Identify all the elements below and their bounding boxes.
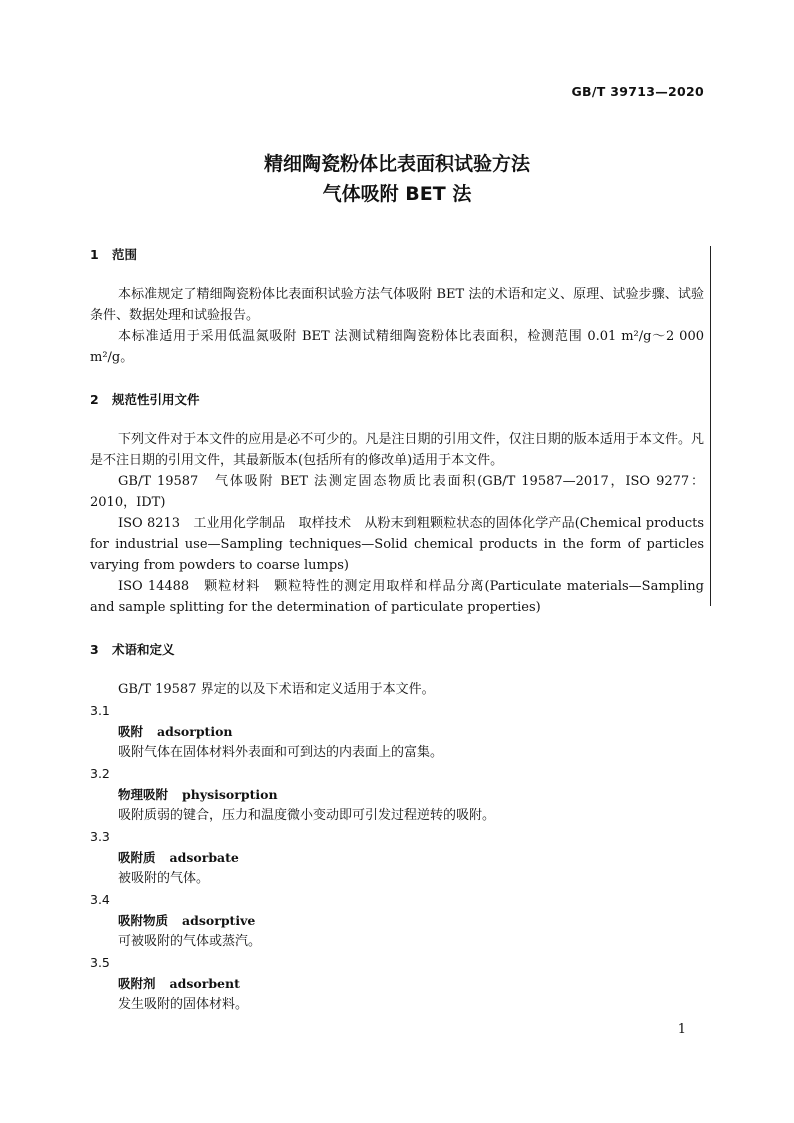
term-number: 3.2 [90,766,110,781]
term-number: 3.4 [90,892,110,907]
document-title: 精细陶瓷粉体比表面积试验方法 [263,153,530,175]
term-name [90,847,704,868]
section-number: 1 [90,247,99,262]
term-definition: 可被吸附的气体或蒸汽。 [118,934,262,949]
term-en: adsorption [157,724,233,739]
section-heading-terms [90,639,704,660]
term-en: physisorption [182,787,278,802]
section-number: 2 [90,392,99,407]
term-name [90,721,704,742]
term-definition: 发生吸附的固体材料。 [118,997,249,1012]
term-en: adsorbent [169,976,240,991]
term-number: 3.1 [90,703,110,718]
revision-margin-line [710,246,711,606]
term-zh: 吸附剂 [118,976,156,991]
section-heading-normative-references [90,389,704,410]
term-en: adsorbate [169,850,239,865]
reference-entry: ISO 14488 颗粒材料 颗粒特性的测定用取样和样品分离(Particulate materials—Sampling and sample splitting for the determination of particulate properties) [90,579,704,615]
term-zh: 吸附物质 [118,913,169,928]
term-en: adsorptive [182,913,256,928]
paragraph: 本标准规定了精细陶瓷粉体比表面积试验方法气体吸附 BET 法的术语和定义、原理、试验步骤、试验条件、数据处理和试验报告。 [90,287,704,323]
standard-code: GB/T 39713—2020 [571,84,704,99]
section-number: 3 [90,642,99,657]
paragraph: 下列文件对于本文件的应用是必不可少的。凡是注日期的引用文件，仅注日期的版本适用于本文件。凡是不注日期的引用文件，其最新版本(包括所有的修改单)适用于本文件。 [90,432,704,468]
term-zh: 吸附 [118,724,144,739]
page-number: 1 [677,1022,686,1037]
term-name [90,910,704,931]
document-subtitle: 气体吸附 BET 法 [322,183,472,205]
section-title: 规范性引用文件 [112,392,200,407]
term-zh: 物理吸附 [118,787,169,802]
reference-entry: ISO 8213 工业用化学制品 取样技术 从粉末到粗颗粒状态的固体化学产品(Chemical products for industrial use—Sampling techniques—Solid chemical products in the form of particles varying from powders to coarse lumps) [90,516,704,573]
paragraph: GB/T 19587 界定的以及下术语和定义适用于本文件。 [118,682,435,697]
reference-entry: GB/T 19587 气体吸附 BET 法测定固态物质比表面积(GB/T 19587—2017，ISO 9277：2010，IDT) [90,474,704,510]
term-zh: 吸附质 [118,850,156,865]
paragraph: 本标准适用于采用低温氮吸附 BET 法测试精细陶瓷粉体比表面积，检测范围 0.01 m²/g～2 000 m²/g。 [90,329,704,365]
term-definition: 吸附质弱的键合，压力和温度微小变动即可引发过程逆转的吸附。 [118,808,496,823]
term-name [90,784,704,805]
section-title: 术语和定义 [112,642,175,657]
term-number: 3.3 [90,829,110,844]
term-number: 3.5 [90,955,110,970]
term-definition: 被吸附的气体。 [118,871,210,886]
section-title: 范围 [112,247,138,262]
term-name [90,973,704,994]
term-definition: 吸附气体在固体材料外表面和可到达的内表面上的富集。 [118,745,444,760]
section-heading-scope [90,244,704,265]
document-body [90,244,704,1015]
